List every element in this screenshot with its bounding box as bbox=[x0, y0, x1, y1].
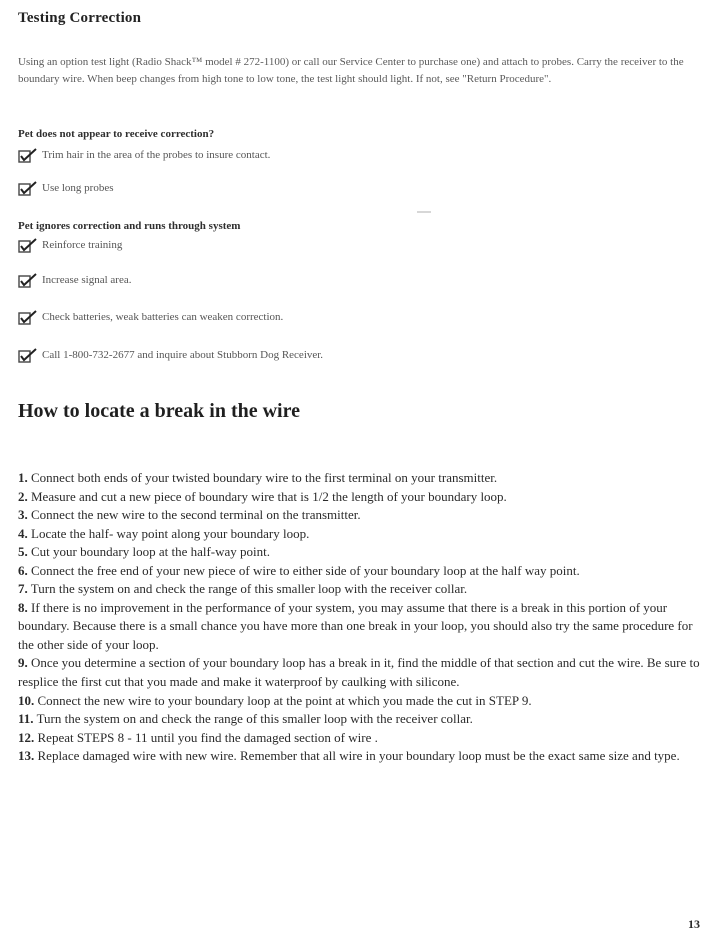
step-text: Measure and cut a new piece of boundary wire that is 1/2 the length of your boundary loop. bbox=[31, 488, 507, 504]
step-number: 9. bbox=[18, 655, 28, 671]
step-item bbox=[18, 469, 700, 488]
step-number: 11. bbox=[18, 711, 34, 727]
step-text: If there is no improvement in the performance of your system, you may assume that there is a break in this portion of your boundary. Because there is a small chance you have more than one break in your loop, you should also try the same procedure for the other side of your loop. bbox=[18, 599, 693, 652]
break-section-title: How to locate a break in the wire bbox=[18, 400, 301, 422]
step-text: Turn the system on and check the range of this smaller loop with the receiver collar. bbox=[30, 581, 468, 597]
step-number: 2. bbox=[18, 488, 28, 504]
step-item bbox=[18, 692, 700, 711]
checklist-item bbox=[18, 236, 122, 254]
step-item bbox=[18, 543, 700, 562]
step-text: Connect the free end of your new piece of wire to either side of your boundary loop at the half way point. bbox=[31, 562, 580, 578]
step-number: 6. bbox=[18, 562, 28, 578]
page-number: 13 bbox=[688, 917, 700, 931]
checklist-item bbox=[18, 346, 323, 364]
step-number: 12. bbox=[18, 729, 35, 745]
checklist-item-text: Trim hair in the area of the probes to insure contact. bbox=[42, 149, 271, 161]
step-number: 5. bbox=[18, 544, 28, 560]
checklist-item-text: Reinforce training bbox=[42, 239, 123, 251]
checklist-item-text: Call 1-800-732-2677 and inquire about Stubborn Dog Receiver. bbox=[42, 349, 324, 361]
step-text: Replace damaged wire with new wire. Remember that all wire in your boundary loop must be the exact same size and type. bbox=[37, 748, 680, 764]
step-item bbox=[18, 506, 700, 525]
checklist-item-text: Increase signal area. bbox=[42, 274, 132, 286]
step-number: 4. bbox=[18, 525, 28, 541]
step-text: Connect both ends of your twisted boundary wire to the first terminal on your transmitter. bbox=[31, 470, 498, 485]
checklist-item bbox=[18, 308, 283, 326]
step-item bbox=[18, 729, 700, 748]
step-text: Locate the half- way point along your boundary loop. bbox=[31, 525, 310, 541]
step-text: Turn the system on and check the range of this smaller loop with the receiver collar. bbox=[36, 711, 473, 727]
step-item bbox=[18, 525, 700, 544]
checklist-item bbox=[18, 271, 131, 289]
step-number: 8. bbox=[18, 599, 28, 615]
step-number: 1. bbox=[18, 470, 28, 485]
checked-box-icon bbox=[18, 348, 38, 364]
checklist-item-text: Use long probes bbox=[42, 182, 114, 194]
step-text: Repeat STEPS 8 - 11 until you find the damaged section of wire . bbox=[37, 729, 378, 745]
step-item bbox=[18, 580, 700, 599]
step-item bbox=[18, 562, 700, 581]
step-item bbox=[18, 654, 700, 691]
step-item bbox=[18, 747, 700, 766]
subheading-no-correction: Pet does not appear to receive correction? bbox=[18, 128, 215, 140]
checked-box-icon bbox=[18, 238, 38, 254]
step-item bbox=[18, 488, 700, 507]
step-text: Once you determine a section of your boundary loop has a break in it, find the middle of that section and cut the wire. Be sure to resplice the first cut that you made and make it waterproof by caulking with silicone. bbox=[18, 655, 700, 690]
checklist-item bbox=[18, 146, 270, 164]
scan-speck bbox=[417, 211, 431, 213]
checked-box-icon bbox=[18, 148, 38, 164]
testing-correction-title: Testing Correction bbox=[18, 10, 142, 26]
testing-correction-paragraph: Using an option test light (Radio Shack™ model # 272-1100) or call our Service Center to purchase one) and attach to probes. Carry the receiver to the boundary wire. When beep changes from high tone to low tone, the test light should light. If not, see "Return Procedure". bbox=[18, 56, 684, 85]
checked-box-icon bbox=[18, 181, 38, 197]
step-number: 10. bbox=[18, 692, 35, 708]
step-number: 3. bbox=[18, 507, 28, 523]
step-text: Connect the new wire to your boundary loop at the point at which you made the cut in STEP 9. bbox=[37, 692, 532, 708]
checklist-item-text: Check batteries, weak batteries can weaken correction. bbox=[42, 311, 284, 323]
step-item bbox=[18, 599, 700, 655]
step-number: 13. bbox=[18, 748, 35, 764]
checked-box-icon bbox=[18, 273, 38, 289]
step-item bbox=[18, 710, 700, 729]
step-text: Cut your boundary loop at the half-way point. bbox=[31, 544, 271, 560]
checked-box-icon bbox=[18, 310, 38, 326]
checklist-item bbox=[18, 179, 114, 197]
break-steps-list bbox=[18, 469, 700, 766]
subheading-ignores-correction: Pet ignores correction and runs through system bbox=[18, 220, 241, 232]
step-number: 7. bbox=[18, 581, 28, 597]
step-text: Connect the new wire to the second terminal on the transmitter. bbox=[31, 507, 361, 523]
